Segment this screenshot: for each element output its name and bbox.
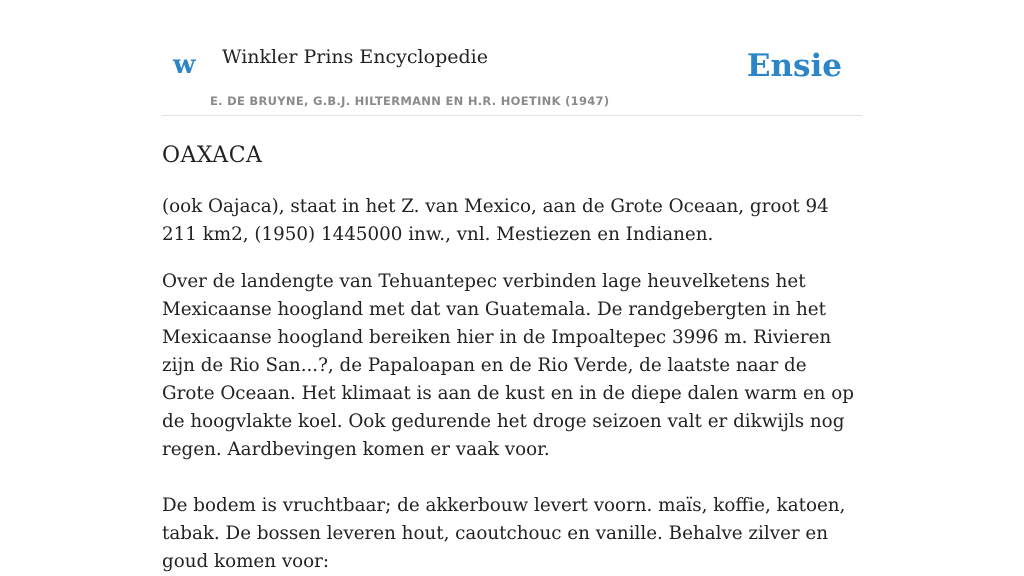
page-container bbox=[162, 0, 862, 576]
article-paragraph-1: (ook Oajaca), staat in het Z. van Mexico, aan de Grote Oceaan, groot 94 211 km2, (1950) 1445000 inw., vnl. Mestiezen en Indianen. bbox=[162, 196, 829, 245]
header bbox=[162, 0, 862, 116]
article-title: OAXACA bbox=[162, 143, 263, 168]
authors-line: E. DE BRUYNE, G.B.J. HILTERMANN EN H.R. HOETINK (1947) bbox=[210, 94, 610, 108]
site-title[interactable]: Winkler Prins Encyclopedie bbox=[222, 46, 488, 68]
ensie-brand-link[interactable]: Ensie bbox=[746, 48, 842, 84]
article-paragraph-3: De bodem is vruchtbaar; de akkerbouw levert voorn. maïs, koffie, katoen, tabak. De bossen leveren hout, caoutchouc en vanille. Behalve zilver en goud komen voor: bbox=[162, 495, 846, 572]
article-paragraph-2: Over de landengte van Tehuantepec verbinden lage heuvelketens het Mexicaanse hoogland met dat van Guatemala. De randgebergten in het Mexicaanse hoogland bereiken hier in de Impoaltepec 3996 m. Rivieren zijn de Rio San...?, de Papaloapan en de Rio Verde, de laatste naar de Grote Oceaan. Het klimaat is aan de kust en in de diepe dalen warm en op de hoogvlakte koel. Ook gedurende het droge seizoen valt er dikwijls nog regen. Aardbevingen komen er vaak voor. bbox=[162, 271, 854, 460]
winkler-prins-logo[interactable]: w bbox=[173, 50, 196, 80]
